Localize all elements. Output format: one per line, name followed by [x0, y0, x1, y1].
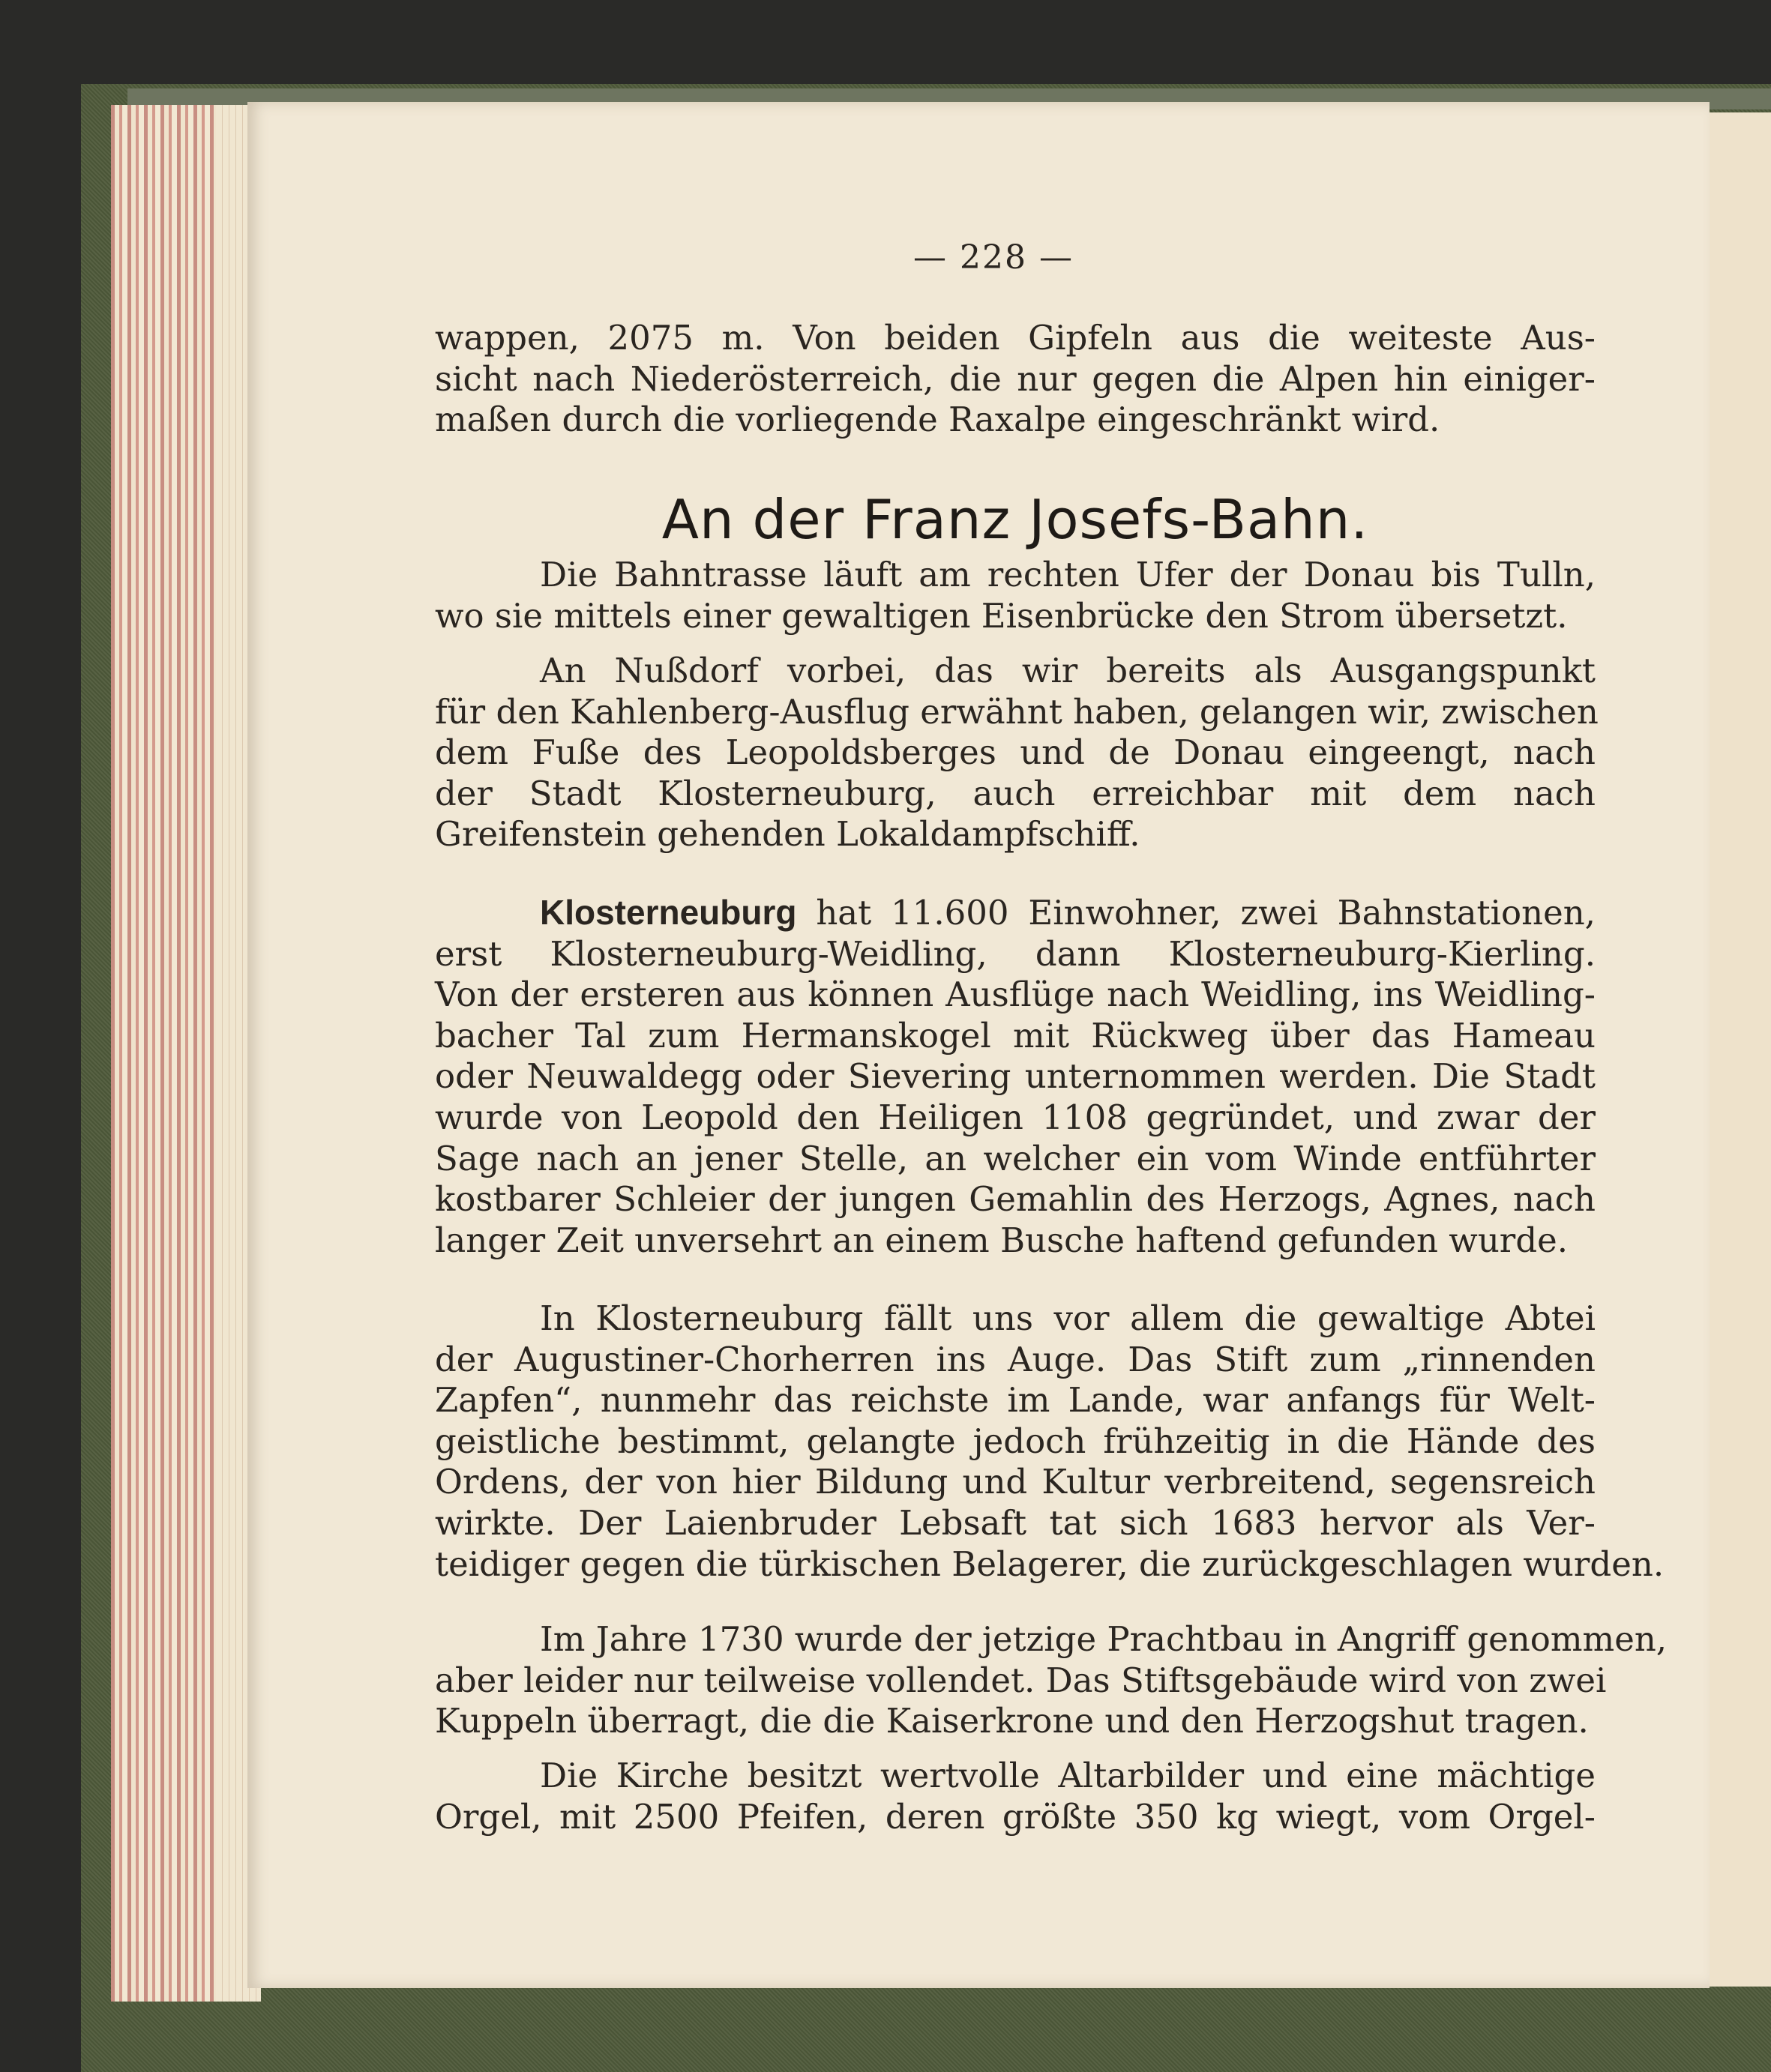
text-line: Orgel, mit 2500 Pfeifen, deren größte 350 kg wiegt, vom Orgel-	[435, 1796, 1596, 1837]
text-line: geistliche bestimmt, gelangte jedoch frühzeitig in die Hände des	[435, 1421, 1596, 1461]
text-line: Die Bahntrasse läuft am rechten Ufer der Donau bis Tulln,	[540, 555, 1596, 594]
text-line: Kuppeln überragt, die die Kaiserkrone und den Herzogshut tragen.	[435, 1701, 1589, 1741]
text-line: oder Neuwaldegg oder Sievering unternommen werden. Die Stadt	[435, 1056, 1596, 1097]
text-line: maßen durch die vorliegende Raxalpe eingeschränkt wird.	[435, 400, 1440, 440]
text-line: Im Jahre 1730 wurde der jetzige Prachtbau in Angriff genommen,	[540, 1619, 1668, 1659]
text-line: wurde von Leopold den Heiligen 1108 gegründet, und zwar der	[435, 1097, 1596, 1137]
text-line: In Klosterneuburg fällt uns vor allem die gewaltige Abtei	[540, 1298, 1596, 1338]
text-line: Von der ersteren aus können Ausflüge nach Weidling, ins Weidling-	[435, 975, 1596, 1015]
text-line: Klosterneuburg hat 11.600 Einwohner, zwei Bahnstationen,	[540, 893, 1596, 933]
text-line: Ordens, der von hier Bildung und Kultur verbreitend, segensreich	[435, 1462, 1596, 1502]
paragraph-4	[435, 892, 1596, 1261]
text-line: dem Fuße des Leopoldsberges und de Donau eingeengt, nach	[435, 732, 1596, 773]
facing-page-edge	[1704, 112, 1771, 1987]
text-line: bacher Tal zum Hermanskogel mit Rückweg über das Hameau	[435, 1015, 1596, 1055]
text-line: teidiger gegen die türkischen Belagerer, die zurückgeschlagen wurden.	[435, 1544, 1665, 1584]
page-edges	[111, 105, 261, 2002]
text-line: An Nußdorf vorbei, das wir bereits als Ausgangspunkt	[540, 651, 1596, 690]
text-line: wappen, 2075 m. Von beiden Gipfeln aus die weiteste Aus-	[435, 318, 1596, 358]
text-line: sicht nach Niederösterreich, die nur gegen die Alpen hin einiger-	[435, 358, 1596, 399]
paragraph-6	[435, 1619, 1668, 1742]
text-line: für den Kahlenberg-Ausflug erwähnt haben, gelangen wir, zwischen	[435, 691, 1599, 732]
text-line: aber leider nur teilweise vollendet. Das Stiftsgebäude wird von zwei	[435, 1660, 1607, 1700]
town-name-bold: Klosterneuburg	[540, 893, 797, 932]
paragraph-3	[435, 651, 1599, 855]
page-number: — 228 —	[913, 238, 1074, 277]
text-line: Zapfen“, nunmehr das reichste im Lande, war anfangs für Welt-	[435, 1380, 1596, 1421]
paragraph-5	[435, 1298, 1665, 1585]
text-line: der Stadt Klosterneuburg, auch erreichbar mit dem nach	[435, 773, 1596, 813]
text-line: erst Klosterneuburg-Weidling, dann Klosterneuburg-Kierling.	[435, 933, 1596, 974]
text-line: langer Zeit unversehrt an einem Busche haftend gefunden wurde.	[435, 1220, 1569, 1260]
section-heading: An der Franz Josefs-Bahn.	[661, 488, 1369, 551]
text-line: Sage nach an jener Stelle, an welcher ein vom Winde entführter	[435, 1138, 1596, 1178]
text-line: der Augustiner-Chorherren ins Auge. Das Stift zum „rinnenden	[435, 1339, 1596, 1379]
text-line: Greifenstein gehenden Lokaldampfschiff.	[435, 814, 1140, 855]
paragraph-7	[435, 1756, 1596, 1837]
text-line: Die Kirche besitzt wertvolle Altarbilder und eine mächtige	[540, 1756, 1596, 1795]
text-line: wo sie mittels einer gewaltigen Eisenbrücke den Strom übersetzt.	[435, 595, 1568, 636]
text-line: wirkte. Der Laienbruder Lebsaft tat sich 1683 hervor als Ver-	[435, 1502, 1596, 1543]
paragraph-2	[435, 555, 1596, 636]
paragraph-1	[435, 318, 1596, 441]
text-line: kostbarer Schleier der jungen Gemahlin des Herzogs, Agnes, nach	[435, 1179, 1596, 1220]
